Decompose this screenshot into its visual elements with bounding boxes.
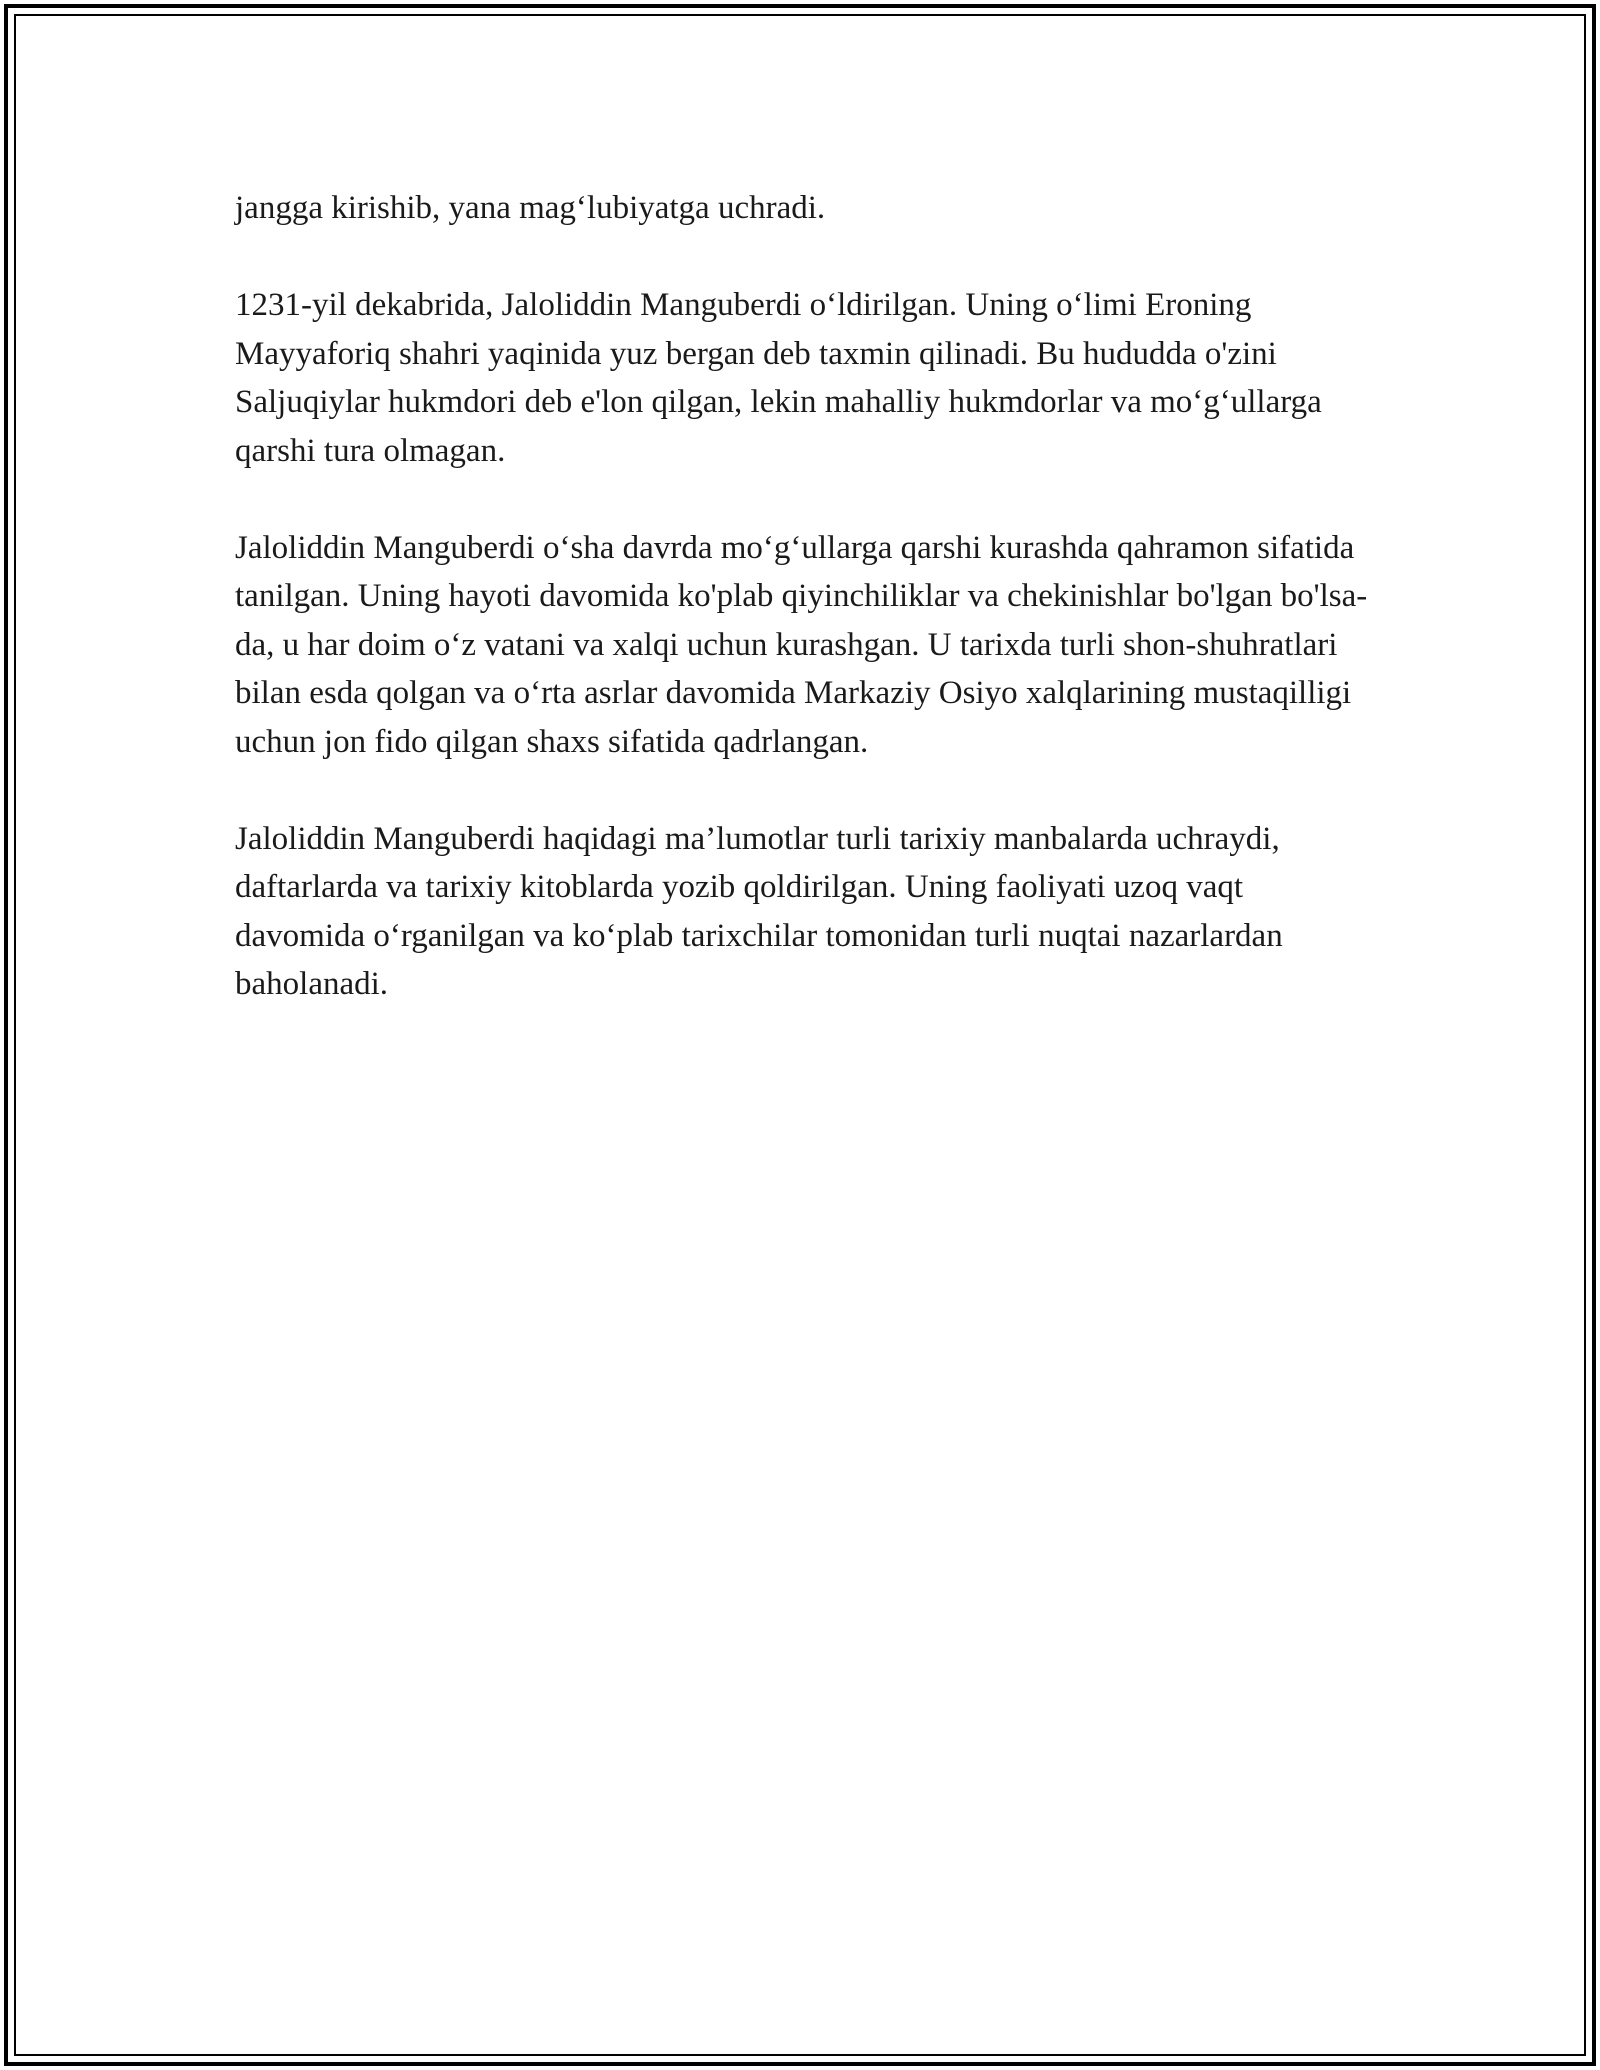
paragraph-2: 1231-yil dekabrida, Jaloliddin Manguberdi o‘ldirilgan. Uning o‘limi Eroning Mayyaforiq shahri yaqinida yuz bergan deb taxmin qilinadi. Bu hududda o'zini Saljuqiylar hukmdori deb e'lon qilgan, lekin mahalliy hukmdorlar va mo‘g‘ullarga qarshi tura olmagan. [235,287,1322,469]
paragraph-4: Jaloliddin Manguberdi haqidagi ma’lumotlar turli tarixiy manbalarda uchraydi, daftarlarda va tarixiy kitoblarda yozib qoldirilgan. Uning faoliyati uzoq vaqt davomida o‘rganilgan va ko‘plab tarixchilar tomonidan turli nuqtai nazarlardan baholanadi. [235,820,1283,1002]
paragraph-1: jangga kirishib, yana mag‘lubiyatga uchradi. [235,190,826,226]
document-body [235,184,1375,1057]
paragraph-3: Jaloliddin Manguberdi o‘sha davrda mo‘g‘ullarga qarshi kurashda qahramon sifatida tanilgan. Uning hayoti davomida ko'plab qiyinchiliklar va chekinishlar bo'lgan bo'lsa-da, u har doim o‘z vatani va xalqi uchun kurashgan. U tarixda turli shon-shuhratlari bilan esda qolgan va o‘rta asrlar davomida Markaziy Osiyo xalqlarining mustaqilligi uchun jon fido qilgan shaxs sifatida qadrlangan. [235,529,1368,760]
